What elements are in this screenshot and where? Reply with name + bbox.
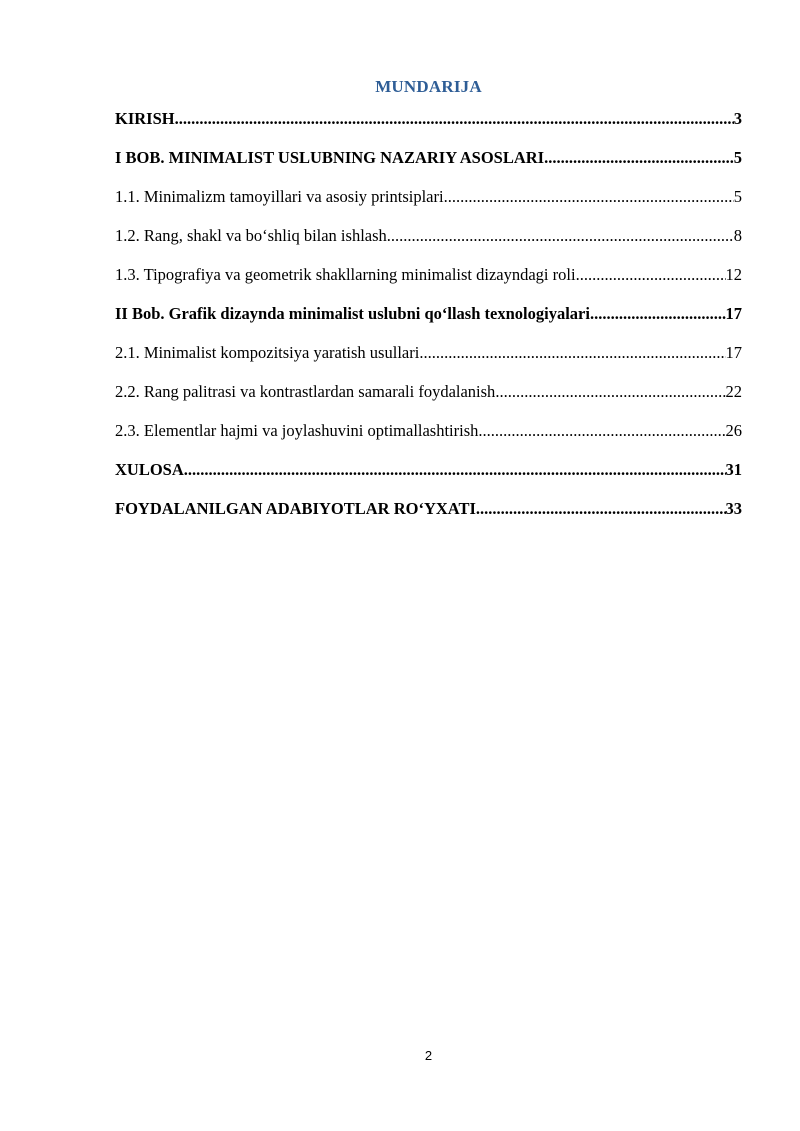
toc-entry-text: I BOB. MINIMALIST USLUBNING NAZARIY ASOSLARI: [115, 148, 545, 167]
toc-entry-2-1[interactable]: [115, 341, 742, 365]
page-number: 2: [424, 1048, 433, 1063]
toc-entry-kirish[interactable]: [115, 107, 742, 131]
toc-entry-page: 12: [725, 265, 742, 284]
toc-entry-text: 1.3. Tipografiya va geometrik shakllarning minimalist dizayndagi roli: [115, 265, 576, 284]
toc-dot-leader: [419, 341, 725, 365]
toc-entry-text: XULOSA: [115, 460, 184, 479]
toc-entry-1-1[interactable]: [115, 185, 742, 209]
toc-entry-references[interactable]: [115, 497, 742, 521]
toc-entry-chapter-2[interactable]: [115, 302, 742, 326]
toc-dot-leader: [476, 497, 726, 521]
toc-entry-page: 31: [725, 460, 742, 479]
toc-entry-page: 26: [725, 421, 742, 440]
toc-entry-text: II Bob. Grafik dizaynda minimalist uslubni qo‘llash texnologiyalari: [115, 304, 590, 323]
toc-dot-leader: [444, 185, 734, 209]
toc-dot-leader: [590, 302, 726, 326]
toc-dot-leader: [576, 263, 726, 287]
toc-dot-leader: [387, 224, 734, 248]
toc-entry-page: 8: [733, 226, 742, 245]
toc-entry-text: FOYDALANILGAN ADABIYOTLAR RO‘YXATI: [115, 499, 476, 518]
toc-dot-leader: [478, 419, 725, 443]
toc-entry-page: 33: [725, 499, 742, 518]
toc-title: MUNDARIJA: [375, 77, 482, 96]
toc-dot-leader: [175, 107, 734, 131]
toc-entry-text: 2.3. Elementlar hajmi va joylashuvini optimallashtirish: [115, 421, 479, 440]
toc-entry-text: 2.1. Minimalist kompozitsiya yaratish usullari: [115, 343, 420, 362]
toc-entry-page: 17: [725, 343, 742, 362]
toc-dot-leader: [184, 458, 726, 482]
toc-entry-text: 1.1. Minimalizm tamoyillari va asosiy printsiplari: [115, 187, 444, 206]
toc-entry-1-3[interactable]: [115, 263, 742, 287]
toc-entry-page: 3: [733, 109, 742, 128]
toc-entry-page: 5: [733, 187, 742, 206]
toc-entry-2-2[interactable]: [115, 380, 742, 404]
toc-entry-text: KIRISH: [115, 109, 175, 128]
toc-entry-text: 1.2. Rang, shakl va bo‘shliq bilan ishlash: [115, 226, 387, 245]
toc-entry-page: 22: [725, 382, 742, 401]
toc-entry-text: 2.2. Rang palitrasi va kontrastlardan samarali foydalanish: [115, 382, 496, 401]
toc-entry-page: 5: [733, 148, 742, 167]
toc-dot-leader: [495, 380, 725, 404]
toc-entry-2-3[interactable]: [115, 419, 742, 443]
toc-dot-leader: [544, 146, 734, 170]
toc-entry-xulosa[interactable]: [115, 458, 742, 482]
toc-entry-1-2[interactable]: [115, 224, 742, 248]
toc-entry-page: 17: [725, 304, 742, 323]
toc-entry-chapter-1[interactable]: [115, 146, 742, 170]
